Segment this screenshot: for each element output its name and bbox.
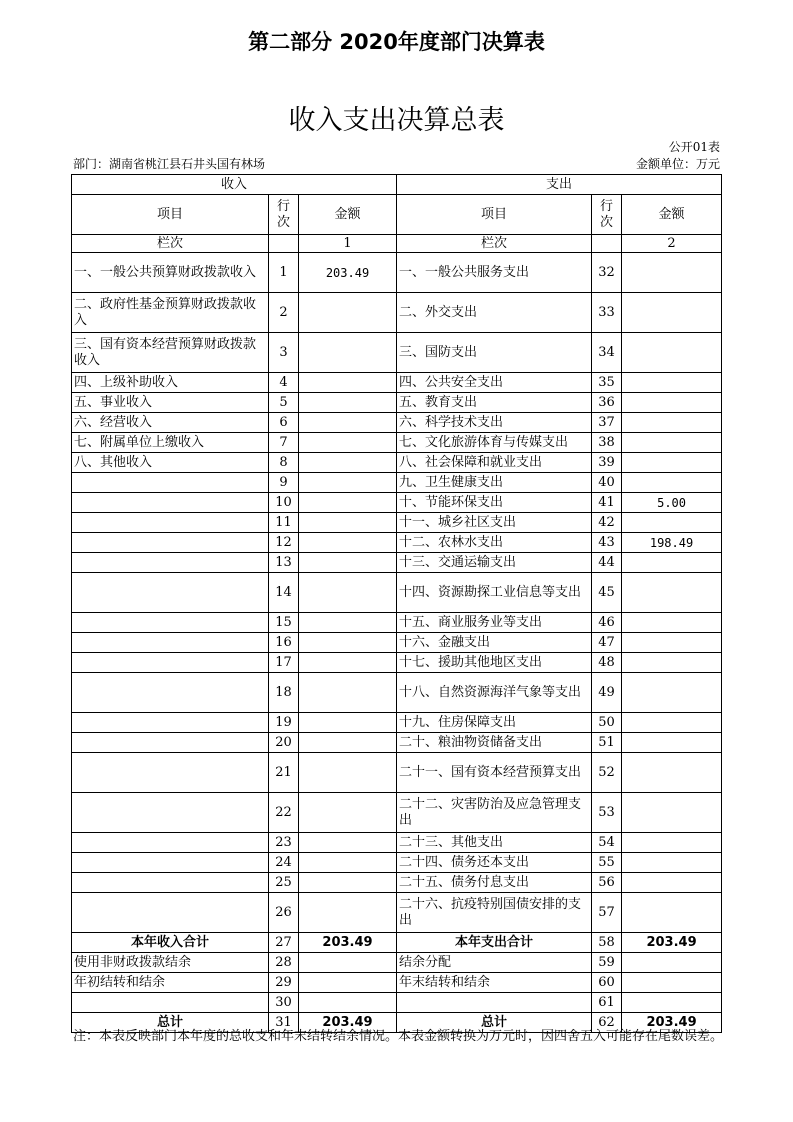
income-item-cell: 七、附属单位上缴收入 bbox=[72, 433, 269, 453]
expense-line-cell: 56 bbox=[592, 873, 622, 893]
expense-line-cell: 41 bbox=[592, 493, 622, 513]
income-amount-cell bbox=[299, 973, 397, 993]
expense-line-cell: 61 bbox=[592, 993, 622, 1013]
income-item-cell bbox=[72, 793, 269, 833]
income-item-cell: 二、政府性基金预算财政拨款收入 bbox=[72, 293, 269, 333]
expense-line-cell: 57 bbox=[592, 893, 622, 933]
expense-line-cell: 33 bbox=[592, 293, 622, 333]
expense-item-cell: 年末结转和结余 bbox=[397, 973, 592, 993]
income-line-cell: 10 bbox=[269, 493, 299, 513]
expense-line-cell: 51 bbox=[592, 733, 622, 753]
income-amount-cell bbox=[299, 673, 397, 713]
income-amount-cell bbox=[299, 753, 397, 793]
expense-item-cell: 本年支出合计 bbox=[397, 933, 592, 953]
expense-item-cell: 十三、交通运输支出 bbox=[397, 553, 592, 573]
expense-item-cell: 十七、援助其他地区支出 bbox=[397, 653, 592, 673]
income-line-cell: 8 bbox=[269, 453, 299, 473]
expense-line-cell: 42 bbox=[592, 513, 622, 533]
expense-item-cell: 八、社会保障和就业支出 bbox=[397, 453, 592, 473]
table-row bbox=[72, 993, 722, 1013]
table-row bbox=[72, 413, 722, 433]
income-item-cell bbox=[72, 833, 269, 853]
income-amount-cell bbox=[299, 453, 397, 473]
expense-item-cell: 十、节能环保支出 bbox=[397, 493, 592, 513]
table-row bbox=[72, 533, 722, 553]
income-item-cell: 六、经营收入 bbox=[72, 413, 269, 433]
table-row bbox=[72, 473, 722, 493]
table-row bbox=[72, 893, 722, 933]
income-line-cell: 28 bbox=[269, 953, 299, 973]
table-row bbox=[72, 373, 722, 393]
expense-line-cell: 39 bbox=[592, 453, 622, 473]
income-item-cell bbox=[72, 673, 269, 713]
table-row bbox=[72, 293, 722, 333]
income-amount-cell: 203.49 bbox=[299, 253, 397, 293]
table-row bbox=[72, 493, 722, 513]
income-amount-cell bbox=[299, 873, 397, 893]
expense-line-cell: 53 bbox=[592, 793, 622, 833]
income-line-cell: 7 bbox=[269, 433, 299, 453]
table-row bbox=[72, 973, 722, 993]
table-row bbox=[72, 633, 722, 653]
expense-item-cell: 十八、自然资源海洋气象等支出 bbox=[397, 673, 592, 713]
expense-line-cell: 47 bbox=[592, 633, 622, 653]
income-amount-cell bbox=[299, 633, 397, 653]
income-amount-cell bbox=[299, 513, 397, 533]
income-item-cell bbox=[72, 653, 269, 673]
expense-line-cell: 58 bbox=[592, 933, 622, 953]
income-line-cell: 25 bbox=[269, 873, 299, 893]
expense-item-cell: 四、公共安全支出 bbox=[397, 373, 592, 393]
income-item-cell bbox=[72, 573, 269, 613]
expense-item-cell: 三、国防支出 bbox=[397, 333, 592, 373]
income-line-cell: 23 bbox=[269, 833, 299, 853]
income-amount-cell bbox=[299, 473, 397, 493]
expense-item-cell: 二十三、其他支出 bbox=[397, 833, 592, 853]
income-amount-cell: 203.49 bbox=[299, 933, 397, 953]
expense-item-cell: 二十六、抗疫特别国债安排的支出 bbox=[397, 893, 592, 933]
income-line-cell: 13 bbox=[269, 553, 299, 573]
expense-item-cell: 二十二、灾害防治及应急管理支出 bbox=[397, 793, 592, 833]
table-row bbox=[72, 553, 722, 573]
expense-amount-cell bbox=[622, 513, 722, 533]
expense-amount-cell bbox=[622, 453, 722, 473]
expense-amount-cell bbox=[622, 253, 722, 293]
expense-amount-cell bbox=[622, 793, 722, 833]
expense-line-cell: 48 bbox=[592, 653, 622, 673]
expense-item-cell: 十五、商业服务业等支出 bbox=[397, 613, 592, 633]
income-item-cell bbox=[72, 533, 269, 553]
income-amount-cell bbox=[299, 793, 397, 833]
income-item-cell bbox=[72, 473, 269, 493]
income-amount-cell bbox=[299, 653, 397, 673]
table-row bbox=[72, 833, 722, 853]
expense-amount-cell bbox=[622, 613, 722, 633]
expense-line-cell: 55 bbox=[592, 853, 622, 873]
expense-colno-value: 2 bbox=[622, 235, 722, 253]
table-row bbox=[72, 713, 722, 733]
income-expense-table bbox=[71, 174, 722, 1033]
income-line-cell: 2 bbox=[269, 293, 299, 333]
table-row bbox=[72, 793, 722, 833]
expense-amount-cell bbox=[622, 873, 722, 893]
income-item-cell: 使用非财政拨款结余 bbox=[72, 953, 269, 973]
expense-colno-line bbox=[592, 235, 622, 253]
expense-amount-cell bbox=[622, 753, 722, 793]
income-item-cell bbox=[72, 513, 269, 533]
expense-item-cell: 十二、农林水支出 bbox=[397, 533, 592, 553]
income-line-cell: 3 bbox=[269, 333, 299, 373]
expense-line-cell: 40 bbox=[592, 473, 622, 493]
income-colno-line bbox=[269, 235, 299, 253]
expense-amount-cell bbox=[622, 993, 722, 1013]
expense-amount-cell bbox=[622, 633, 722, 653]
income-line-cell: 15 bbox=[269, 613, 299, 633]
income-line-cell: 11 bbox=[269, 513, 299, 533]
table-row bbox=[72, 333, 722, 373]
expense-amount-cell bbox=[622, 573, 722, 613]
table-row bbox=[72, 573, 722, 613]
expense-line-cell: 38 bbox=[592, 433, 622, 453]
expense-amount-header: 金额 bbox=[622, 195, 722, 235]
income-amount-cell bbox=[299, 533, 397, 553]
expense-line-cell: 50 bbox=[592, 713, 622, 733]
department-label: 部门：湖南省桃江县石井头国有林场 bbox=[73, 157, 266, 171]
expense-line-cell: 43 bbox=[592, 533, 622, 553]
income-line-cell: 21 bbox=[269, 753, 299, 793]
income-amount-cell bbox=[299, 573, 397, 613]
income-item-cell bbox=[72, 713, 269, 733]
income-line-cell: 22 bbox=[269, 793, 299, 833]
expense-colno-label: 栏次 bbox=[397, 235, 592, 253]
expense-amount-cell: 203.49 bbox=[622, 933, 722, 953]
table-row bbox=[72, 513, 722, 533]
income-amount-cell: 203.49 bbox=[299, 1013, 397, 1033]
table-title: 收入支出决算总表 bbox=[288, 105, 505, 136]
expense-item-cell: 七、文化旅游体育与传媒支出 bbox=[397, 433, 592, 453]
income-amount-cell bbox=[299, 833, 397, 853]
expense-item-cell: 九、卫生健康支出 bbox=[397, 473, 592, 493]
income-item-cell bbox=[72, 493, 269, 513]
income-item-cell: 四、上级补助收入 bbox=[72, 373, 269, 393]
expense-amount-cell bbox=[622, 853, 722, 873]
expense-item-cell: 总计 bbox=[397, 1013, 592, 1033]
expense-amount-cell bbox=[622, 713, 722, 733]
income-line-cell: 17 bbox=[269, 653, 299, 673]
expense-line-cell: 54 bbox=[592, 833, 622, 853]
expense-line-header: 行次 bbox=[592, 195, 622, 235]
income-amount-cell bbox=[299, 393, 397, 413]
income-amount-cell bbox=[299, 733, 397, 753]
footnote: 注：本表反映部门本年度的总收支和年末结转结余情况。本表金额转换为万元时，因四舍五入可能存在尾数误差。 bbox=[73, 1029, 724, 1044]
expense-item-header: 项目 bbox=[397, 195, 592, 235]
expense-line-cell: 46 bbox=[592, 613, 622, 633]
income-amount-cell bbox=[299, 993, 397, 1013]
income-item-cell: 五、事业收入 bbox=[72, 393, 269, 413]
expense-amount-cell bbox=[622, 653, 722, 673]
expense-amount-cell bbox=[622, 393, 722, 413]
income-line-cell: 9 bbox=[269, 473, 299, 493]
expense-item-cell bbox=[397, 993, 592, 1013]
income-colno-value: 1 bbox=[299, 235, 397, 253]
income-item-cell bbox=[72, 553, 269, 573]
header-row-colno bbox=[72, 235, 722, 253]
expense-line-cell: 37 bbox=[592, 413, 622, 433]
expense-item-cell: 二十四、债务还本支出 bbox=[397, 853, 592, 873]
expense-amount-cell bbox=[622, 733, 722, 753]
expense-amount-cell bbox=[622, 673, 722, 713]
expense-item-cell: 五、教育支出 bbox=[397, 393, 592, 413]
expense-line-cell: 59 bbox=[592, 953, 622, 973]
expense-amount-cell bbox=[622, 433, 722, 453]
table-row bbox=[72, 673, 722, 713]
header-row-section bbox=[72, 175, 722, 195]
expense-item-cell: 二十五、债务付息支出 bbox=[397, 873, 592, 893]
income-amount-header: 金额 bbox=[299, 195, 397, 235]
expense-line-cell: 52 bbox=[592, 753, 622, 793]
income-item-cell: 本年收入合计 bbox=[72, 933, 269, 953]
expense-line-cell: 62 bbox=[592, 1013, 622, 1033]
income-amount-cell bbox=[299, 373, 397, 393]
expense-amount-cell bbox=[622, 413, 722, 433]
table-row bbox=[72, 253, 722, 293]
income-amount-cell bbox=[299, 713, 397, 733]
table-row bbox=[72, 613, 722, 633]
income-line-cell: 31 bbox=[269, 1013, 299, 1033]
income-amount-cell bbox=[299, 333, 397, 373]
income-item-cell bbox=[72, 873, 269, 893]
income-line-cell: 1 bbox=[269, 253, 299, 293]
expense-item-cell: 十一、城乡社区支出 bbox=[397, 513, 592, 533]
income-line-cell: 12 bbox=[269, 533, 299, 553]
income-item-cell bbox=[72, 893, 269, 933]
income-colno-label: 栏次 bbox=[72, 235, 269, 253]
income-amount-cell bbox=[299, 293, 397, 333]
expense-item-cell: 二、外交支出 bbox=[397, 293, 592, 333]
expense-item-cell: 结余分配 bbox=[397, 953, 592, 973]
income-line-cell: 4 bbox=[269, 373, 299, 393]
income-line-cell: 20 bbox=[269, 733, 299, 753]
expense-item-cell: 一、一般公共服务支出 bbox=[397, 253, 592, 293]
table-row bbox=[72, 873, 722, 893]
expense-amount-cell bbox=[622, 553, 722, 573]
expense-line-cell: 45 bbox=[592, 573, 622, 613]
expense-item-cell: 十六、金融支出 bbox=[397, 633, 592, 653]
expense-amount-cell bbox=[622, 333, 722, 373]
income-line-cell: 24 bbox=[269, 853, 299, 873]
expense-header: 支出 bbox=[397, 175, 722, 195]
income-line-cell: 26 bbox=[269, 893, 299, 933]
income-item-cell bbox=[72, 733, 269, 753]
expense-amount-cell: 198.49 bbox=[622, 533, 722, 553]
income-amount-cell bbox=[299, 493, 397, 513]
income-amount-cell bbox=[299, 613, 397, 633]
expense-amount-cell: 5.00 bbox=[622, 493, 722, 513]
income-item-cell: 年初结转和结余 bbox=[72, 973, 269, 993]
table-row bbox=[72, 933, 722, 953]
income-line-cell: 14 bbox=[269, 573, 299, 613]
income-line-cell: 16 bbox=[269, 633, 299, 653]
income-amount-cell bbox=[299, 433, 397, 453]
expense-item-cell: 十九、住房保障支出 bbox=[397, 713, 592, 733]
income-amount-cell bbox=[299, 893, 397, 933]
expense-line-cell: 49 bbox=[592, 673, 622, 713]
expense-amount-cell bbox=[622, 973, 722, 993]
table-row bbox=[72, 393, 722, 413]
income-line-cell: 18 bbox=[269, 673, 299, 713]
table-row bbox=[72, 753, 722, 793]
table-row bbox=[72, 953, 722, 973]
income-item-cell: 八、其他收入 bbox=[72, 453, 269, 473]
expense-amount-cell bbox=[622, 953, 722, 973]
expense-item-cell: 六、科学技术支出 bbox=[397, 413, 592, 433]
expense-item-cell: 十四、资源勘探工业信息等支出 bbox=[397, 573, 592, 613]
expense-line-cell: 34 bbox=[592, 333, 622, 373]
income-line-cell: 30 bbox=[269, 993, 299, 1013]
expense-amount-cell bbox=[622, 473, 722, 493]
income-item-cell bbox=[72, 993, 269, 1013]
expense-item-cell: 二十一、国有资本经营预算支出 bbox=[397, 753, 592, 793]
expense-amount-cell: 203.49 bbox=[622, 1013, 722, 1033]
income-line-cell: 29 bbox=[269, 973, 299, 993]
income-item-cell: 总计 bbox=[72, 1013, 269, 1033]
income-line-cell: 5 bbox=[269, 393, 299, 413]
table-row bbox=[72, 853, 722, 873]
header-row-columns bbox=[72, 195, 722, 235]
table-row bbox=[72, 453, 722, 473]
income-item-cell bbox=[72, 633, 269, 653]
table-row bbox=[72, 433, 722, 453]
income-line-header: 行次 bbox=[269, 195, 299, 235]
expense-line-cell: 44 bbox=[592, 553, 622, 573]
income-amount-cell bbox=[299, 553, 397, 573]
income-amount-cell bbox=[299, 853, 397, 873]
income-item-header: 项目 bbox=[72, 195, 269, 235]
table-row bbox=[72, 733, 722, 753]
income-item-cell bbox=[72, 613, 269, 633]
expense-line-cell: 35 bbox=[592, 373, 622, 393]
expense-line-cell: 36 bbox=[592, 393, 622, 413]
expense-amount-cell bbox=[622, 293, 722, 333]
expense-amount-cell bbox=[622, 373, 722, 393]
part-title: 第二部分 2020年度部门决算表 bbox=[248, 30, 545, 54]
income-line-cell: 19 bbox=[269, 713, 299, 733]
expense-amount-cell bbox=[622, 893, 722, 933]
expense-line-cell: 32 bbox=[592, 253, 622, 293]
income-item-cell: 一、一般公共预算财政拨款收入 bbox=[72, 253, 269, 293]
income-amount-cell bbox=[299, 413, 397, 433]
income-line-cell: 6 bbox=[269, 413, 299, 433]
income-line-cell: 27 bbox=[269, 933, 299, 953]
expense-item-cell: 二十、粮油物资储备支出 bbox=[397, 733, 592, 753]
unit-label: 金额单位：万元 bbox=[635, 157, 720, 171]
income-amount-cell bbox=[299, 953, 397, 973]
income-item-cell bbox=[72, 853, 269, 873]
income-item-cell bbox=[72, 753, 269, 793]
income-header: 收入 bbox=[72, 175, 397, 195]
income-item-cell: 三、国有资本经营预算财政拨款收入 bbox=[72, 333, 269, 373]
table-row bbox=[72, 653, 722, 673]
expense-line-cell: 60 bbox=[592, 973, 622, 993]
table-code: 公开01表 bbox=[668, 140, 720, 154]
expense-amount-cell bbox=[622, 833, 722, 853]
